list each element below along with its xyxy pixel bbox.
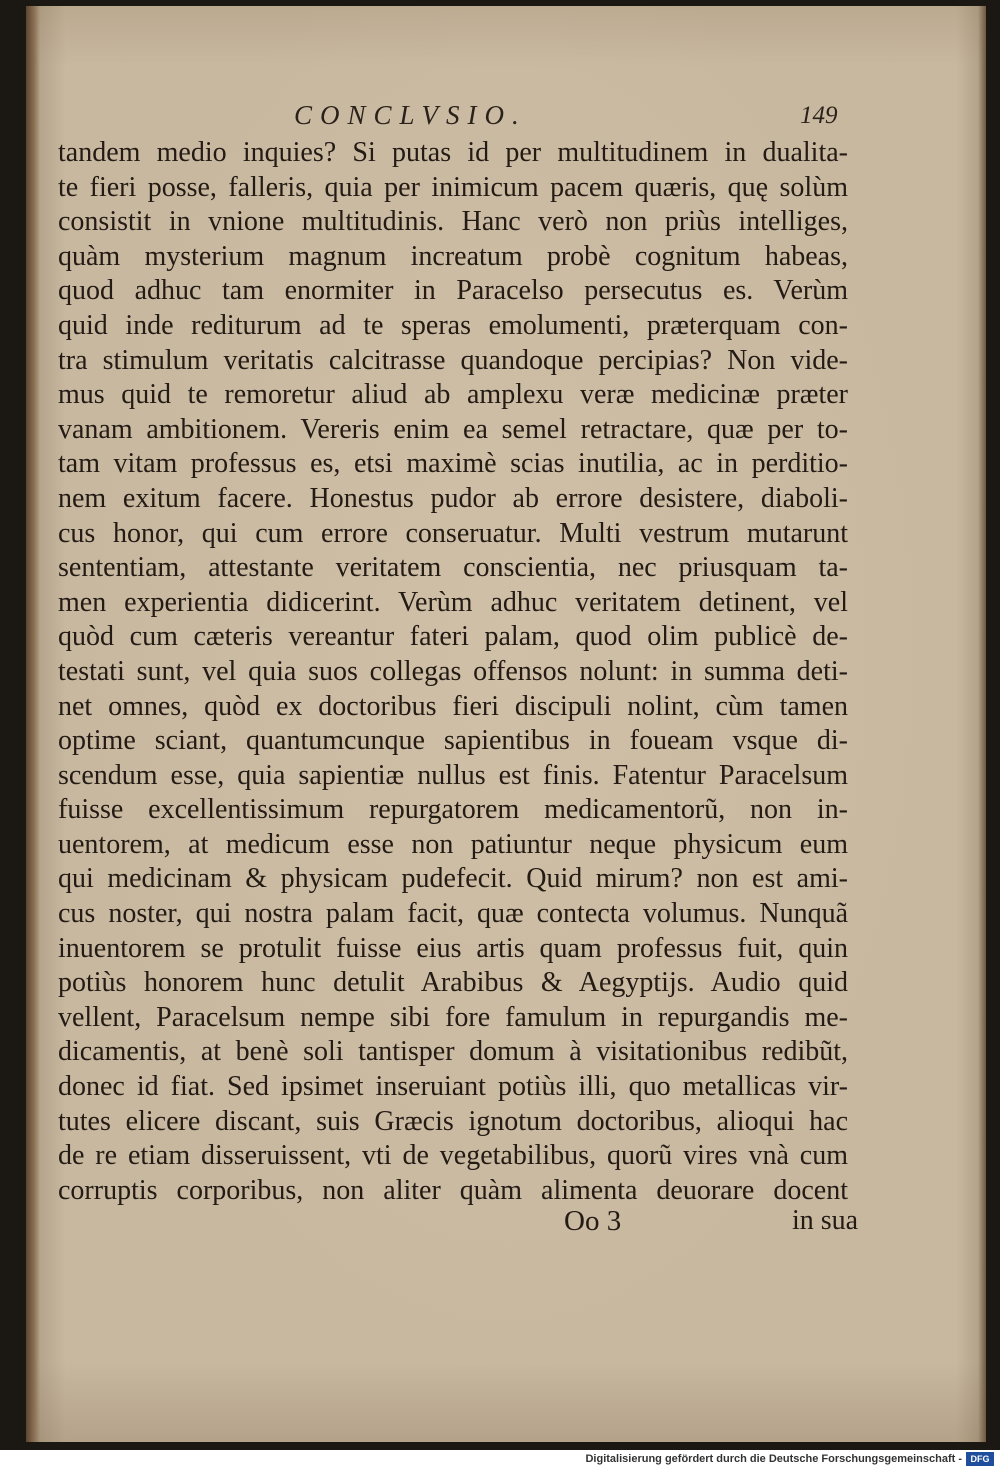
text-line: de re etiam disseruissent, vti de vegetabilibus, quorũ vires vnà cum bbox=[58, 1140, 848, 1172]
text-line: sententiam, attestante veritatem conscientia, nec priusquam ta- bbox=[58, 552, 848, 584]
signature-mark: Oo 3 bbox=[564, 1205, 622, 1237]
dfg-credit-text: Digitalisierung gefördert durch die Deutsche Forschungsgemeinschaft - bbox=[585, 1453, 962, 1465]
text-line: inuentorem se protulit fuisse eius artis quam professus fuit, quin bbox=[58, 932, 848, 964]
body-text bbox=[58, 136, 848, 1208]
text-line: qui medicinam & physicam pudefecit. Quid mirum? non est ami- bbox=[58, 863, 848, 895]
text-line: vellent, Paracelsum nempe sibi fore famulum in repurgandis me- bbox=[58, 1001, 848, 1033]
page-right-edge bbox=[978, 6, 986, 1442]
text-line: tra stimulum veritatis calcitrasse quandoque percipias? Non vide- bbox=[58, 344, 848, 376]
text-line: nem exitum facere. Honestus pudor ab errore desistere, diaboli- bbox=[58, 482, 848, 514]
text-line: quid inde rediturum ad te speras emolumenti, præterquam con- bbox=[58, 309, 848, 341]
text-line: net omnes, quòd ex doctoribus fieri discipuli nolint, cùm tamen bbox=[58, 690, 848, 722]
text-line: quòd cum cæteris vereantur fateri palam, quod olim publicè de- bbox=[58, 621, 848, 653]
catchword: in sua bbox=[792, 1205, 859, 1236]
text-line: cus honor, qui cum errore conseruatur. Multi vestrum mutarunt bbox=[58, 517, 848, 549]
text-line: testati sunt, vel quia suos collegas offensos nolunt: in summa deti- bbox=[58, 655, 848, 687]
text-line: men experientia didicerint. Verùm adhuc veritatem detinent, vel bbox=[58, 586, 848, 618]
text-line: tam vitam professus es, etsi maximè scias inutilia, ac in perditio- bbox=[58, 448, 848, 480]
text-line: scendum esse, quia sapientiæ nullus est finis. Fatentur Paracelsum bbox=[58, 759, 848, 791]
text-line: fuisse excellentissimum repurgatorem medicamentorũ, non in- bbox=[58, 794, 848, 826]
text-line: tandem medio inquies? Si putas id per multitudinem in dualita- bbox=[58, 137, 848, 168]
text-line: uentorem, at medicum esse non patiuntur neque physicum eum bbox=[58, 828, 848, 860]
text-line: quàm mysterium magnum increatum probè cognitum habeas, bbox=[58, 240, 848, 272]
text-line: tutes elicere discant, suis Græcis ignotum doctoribus, alioqui hac bbox=[58, 1105, 848, 1137]
text-line: consistit in vnione multitudinis. Hanc verò non priùs intelliges, bbox=[58, 206, 848, 238]
text-line: te fieri posse, falleris, quia per inimicum pacem quæris, quę solùm bbox=[58, 171, 848, 203]
text-line: donec id fiat. Sed ipsimet inseruiant potiùs illi, quo metallicas vir- bbox=[58, 1071, 848, 1103]
binding-edge bbox=[26, 6, 40, 1442]
text-line: potiùs honorem hunc detulit Arabibus & Aegyptijs. Audio quid bbox=[58, 967, 848, 999]
folio-number: 149 bbox=[800, 102, 838, 129]
text-line: dicamentis, at benè soli tantisper domum à visitationibus redibũt, bbox=[58, 1036, 848, 1068]
text-line: vanam ambitionem. Vereris enim ea semel retractare, quæ per to- bbox=[58, 413, 848, 445]
text-line: mus quid te remoretur aliud ab amplexu veræ medicinæ præter bbox=[58, 379, 848, 411]
text-line: optime sciant, quantumcunque sapientibus in foueam vsque di- bbox=[58, 725, 848, 757]
text-line: cus noster, qui nostra palam facit, quæ contecta volumus. Nunquã bbox=[58, 898, 848, 930]
dfg-logo-icon: DFG bbox=[966, 1452, 994, 1466]
text-line: corruptis corporibus, non aliter quàm alimenta deuorare docent bbox=[58, 1174, 848, 1206]
text-line: quod adhuc tam enormiter in Paracelso persecutus es. Verùm bbox=[58, 275, 848, 307]
running-head: CONCLVSIO. bbox=[294, 100, 527, 130]
